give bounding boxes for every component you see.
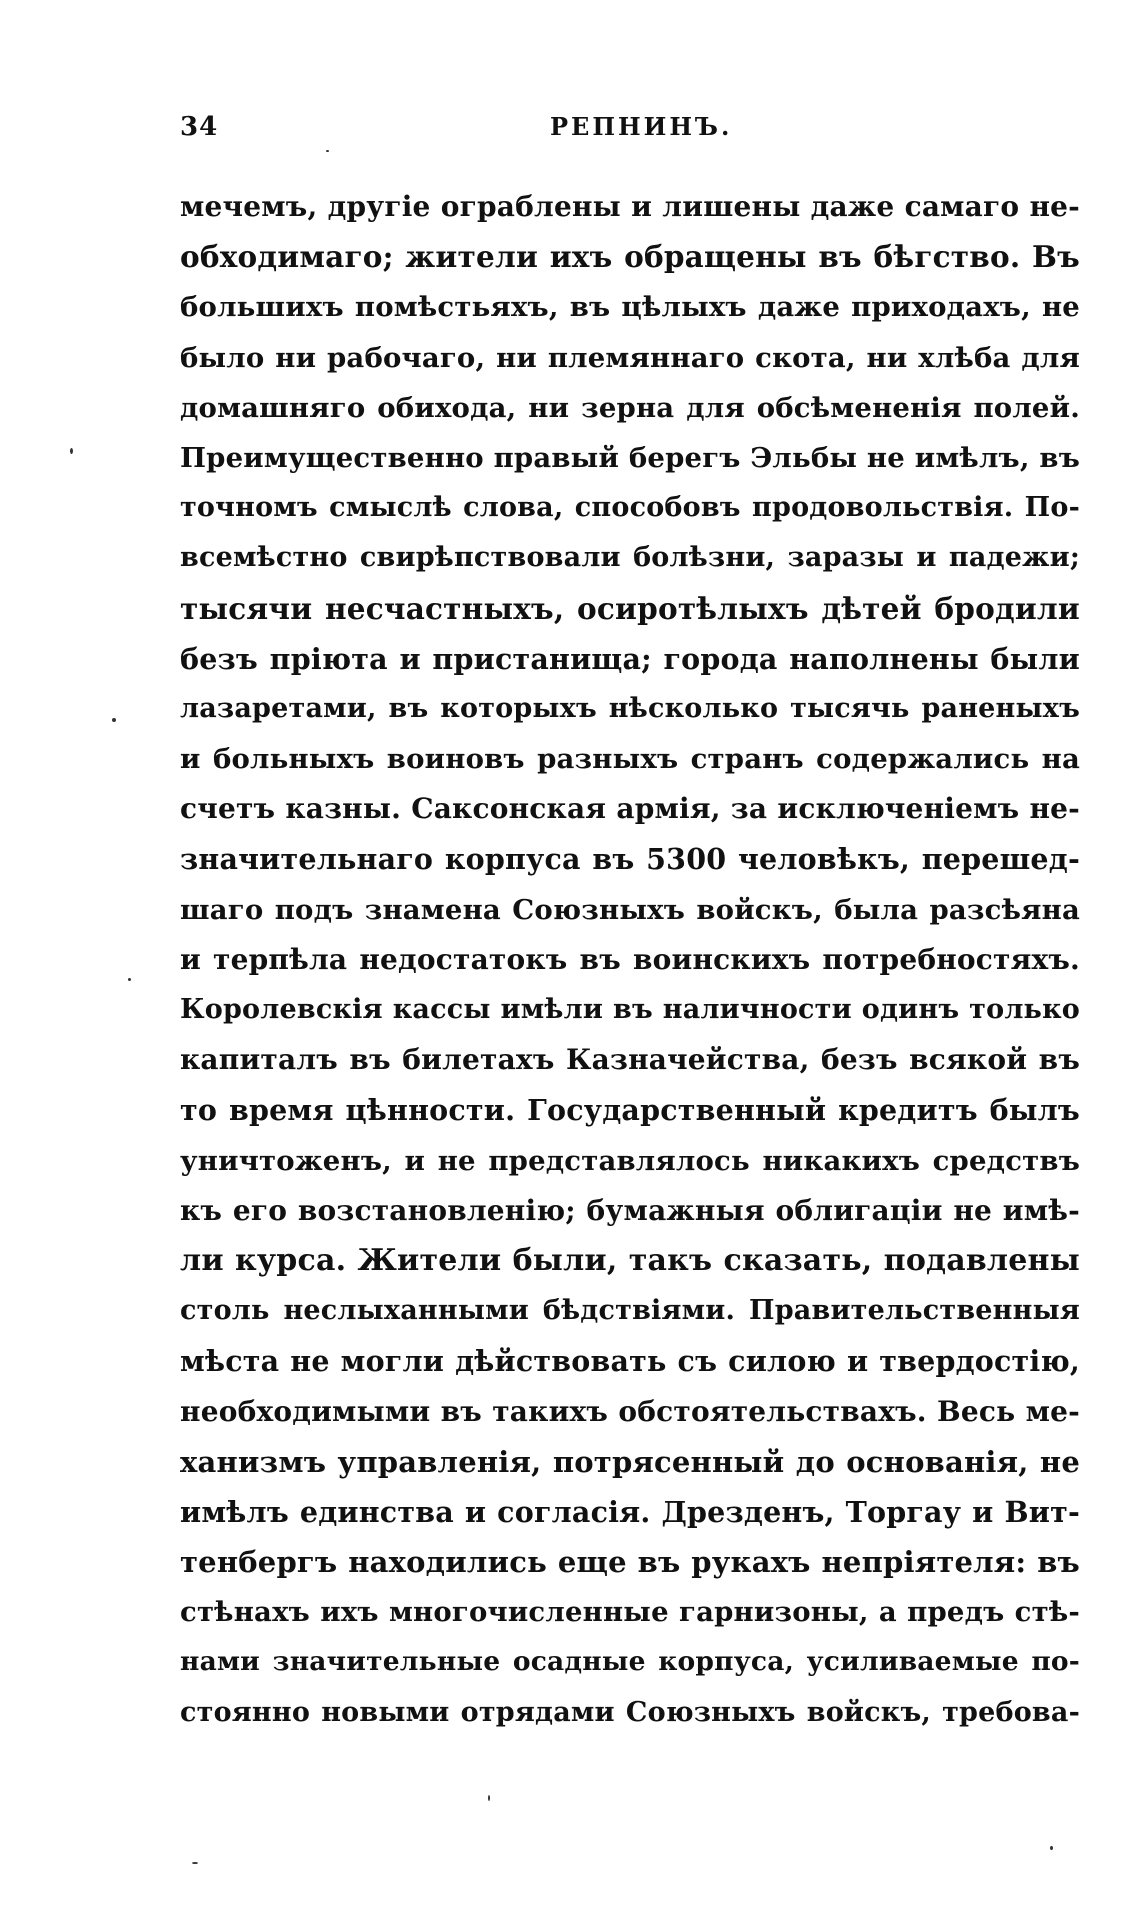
text-line: шаго подъ знамена Союзныхъ войскъ, была разсѣяна <box>180 893 1080 926</box>
text-line: мѣста не могли дѣйствовать съ силою и твердостію, <box>180 1344 1080 1379</box>
text-line: уничтоженъ, и не представлялось никакихъ средствъ <box>180 1144 1080 1177</box>
scan-speck <box>326 150 329 152</box>
text-line: точномъ смыслѣ слова, способовъ продовольствія. По- <box>180 492 1080 524</box>
scan-speck <box>112 718 116 722</box>
text-line: столь неслыханными бѣдствіями. Правительственныя <box>180 1295 1080 1327</box>
text-line: ли курса. Жители были, такъ сказать, подавлены <box>180 1242 1080 1278</box>
text-line: стѣнахъ ихъ многочисленные гарнизоны, а предъ стѣ- <box>180 1596 1080 1629</box>
text-line: значительнаго корпуса въ 5300 человѣкъ, перешед- <box>180 842 1080 877</box>
scan-speck <box>1050 1846 1053 1850</box>
scan-speck <box>128 978 131 981</box>
scan-speck <box>192 1862 198 1864</box>
scan-speck <box>70 448 73 454</box>
text-line: къ его возстановленію; бумажныя облигаціи не имѣ- <box>180 1193 1080 1227</box>
text-line: мечемъ, другіе ограблены и лишены даже самаго не- <box>180 190 1080 223</box>
scan-speck <box>488 1795 490 1801</box>
text-line: безъ пріюта и пристанища; города наполнены были <box>180 641 1080 676</box>
text-line: обходимаго; жители ихъ обращены въ бѣгство. Въ <box>180 239 1080 275</box>
text-line: большихъ помѣстьяхъ, въ цѣлыхъ даже приходахъ, не <box>180 291 1080 324</box>
text-line: тысячи несчастныхъ, осиротѣлыхъ дѣтей бродили <box>180 590 1080 626</box>
body-text <box>180 182 1080 1738</box>
text-line: лазаретами, въ которыхъ нѣсколько тысячь раненыхъ <box>180 692 1080 724</box>
text-line: капиталъ въ билетахъ Казначейства, безъ всякой въ <box>180 1043 1080 1077</box>
text-line: имѣлъ единства и согласія. Дрезденъ, Торгау и Вит- <box>180 1494 1080 1529</box>
text-line: то время цѣнности. Государственный кредитъ былъ <box>180 1093 1080 1128</box>
page-number: 34 <box>180 112 219 142</box>
text-line: домашняго обихода, ни зерна для обсѣмененія полей. <box>180 391 1080 424</box>
text-line: нами значительные осадные корпуса, усиливаемые по- <box>180 1646 1080 1678</box>
running-title: РЕПНИНЪ. <box>550 112 733 141</box>
text-line: было ни рабочаго, ни племяннаго скота, ни хлѣба для <box>180 341 1080 374</box>
text-line: тенбергъ находились еще въ рукахъ непріятеля: въ <box>180 1545 1080 1580</box>
text-line: и больныхъ воиновъ разныхъ странъ содержались на <box>180 743 1080 776</box>
text-line: всемѣстно свирѣпствовали болѣзни, заразы и падежи; <box>180 542 1080 574</box>
text-line: ханизмъ управленія, потрясенный до основанія, не <box>180 1444 1080 1479</box>
text-line: Королевскія кассы имѣли въ наличности одинъ только <box>180 994 1080 1025</box>
text-line: счетъ казны. Саксонская армія, за исключеніемъ не- <box>180 792 1080 826</box>
text-line: Преимущественно правый берегъ Эльбы не имѣлъ, въ <box>180 441 1080 474</box>
text-line: стоянно новыми отрядами Союзныхъ войскъ, требова- <box>180 1696 1080 1728</box>
running-head <box>180 112 1080 152</box>
text-line: необходимыми въ такихъ обстоятельствахъ. Весь ме- <box>180 1394 1080 1428</box>
text-line: и терпѣла недостатокъ въ воинскихъ потребностяхъ. <box>180 942 1080 976</box>
